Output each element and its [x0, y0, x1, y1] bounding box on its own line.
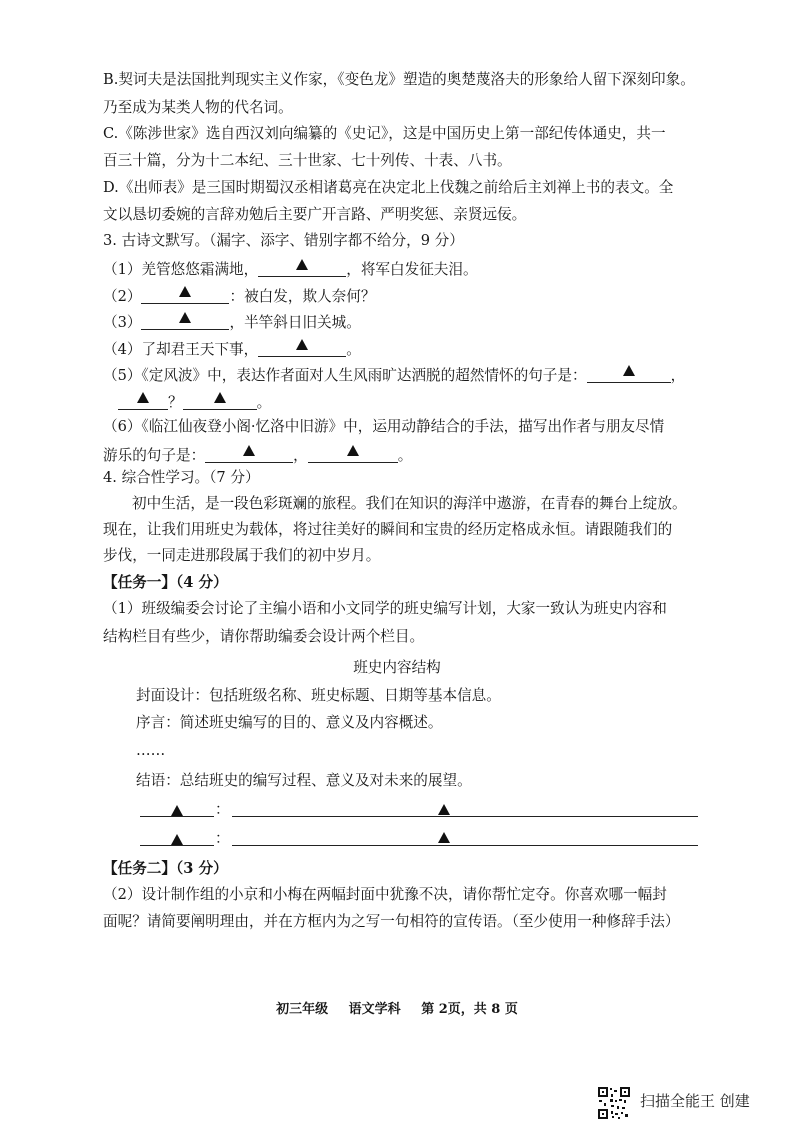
qr-code-icon — [597, 1086, 631, 1120]
footer-subject: 语文学科 — [348, 1002, 401, 1017]
q4-intro-line3: 步伐，一同走进那段属于我们的初中岁月。 — [103, 547, 381, 564]
column-name-blank[interactable] — [140, 816, 214, 817]
option-b-line2: 乃至成为某类人物的代名词。 — [103, 99, 293, 116]
structure-ellipsis: …… — [136, 742, 166, 759]
triangle-marker-icon — [171, 834, 183, 845]
triangle-marker-icon — [243, 445, 255, 456]
footer-page-number: 第 2页，共 8 页 — [421, 1002, 518, 1017]
triangle-marker-icon — [214, 392, 226, 403]
q3-item-1 — [103, 258, 478, 280]
triangle-marker-icon — [438, 804, 450, 815]
q3-item-5-line2 — [118, 391, 271, 413]
q3-item-6-line2 — [103, 444, 412, 466]
triangle-marker-icon — [623, 365, 635, 376]
option-d-line2: 文以恳切委婉的言辞劝勉后主要广开言路、严明奖惩、亲贤远佞。 — [103, 206, 527, 223]
q3-item-3 — [103, 311, 361, 333]
colon: ： — [215, 801, 230, 818]
triangle-marker-icon — [438, 832, 450, 843]
q3-item-3-suffix: ，半竿斜日旧关城。 — [229, 314, 361, 331]
option-b-line1: B.契诃夫是法国批判现实主义作家，《变色龙》塑造的奥楚蔑洛夫的形象给人留下深刻印象。 — [103, 71, 695, 88]
answer-blank[interactable] — [141, 311, 229, 330]
q3-item-6-prefix: 游乐的句子是： — [103, 447, 206, 464]
scanner-brand: 扫描全能王 创建 — [640, 1092, 750, 1110]
q3-item-3-prefix: （3） — [103, 314, 142, 331]
q3-item-2 — [103, 285, 375, 307]
q3-item-5-comma: ， — [670, 367, 686, 384]
option-d-line1: D.《出师表》是三国时期蜀汉丞相诸葛亮在决定北上伐魏之前给后主刘禅上书的表文。全 — [103, 179, 674, 196]
structure-conclusion: 结语：总结班史的编写过程、意义及对未来的展望。 — [136, 772, 472, 789]
q3-item-2-prefix: （2） — [103, 288, 142, 305]
triangle-marker-icon — [179, 286, 191, 297]
task1-question-line2: 结构栏目有些少，请你帮助编委会设计两个栏目。 — [103, 628, 425, 645]
answer-blank[interactable] — [308, 444, 398, 463]
task2-question-line2: 面呢？请简要阐明理由，并在方框内为之写一句相符的宣传语。（至少使用一种修辞手法） — [103, 913, 680, 930]
q3-item-4-prefix: （4）了却君王天下事， — [103, 341, 259, 358]
structure-cover: 封面设计：包括班级名称、班史标题、日期等基本信息。 — [136, 687, 501, 704]
q3-item-4 — [103, 338, 361, 360]
q3-item-5-question: ？ — [168, 394, 183, 411]
column-name-blank[interactable] — [140, 845, 214, 846]
answer-blank[interactable] — [258, 338, 346, 357]
answer-blank[interactable] — [183, 391, 257, 410]
answer-blank[interactable] — [205, 444, 293, 463]
option-c-line2: 百三十篇，分为十二本纪、三十世家、七十列传、十表、八书。 — [103, 152, 512, 169]
q4-intro-line2: 现在，让我们用班史为载体，将过往美好的瞬间和宝贵的经历定格成永恒。请跟随我们的 — [103, 521, 673, 538]
q3-item-1-prefix: （1）羌管悠悠霜满地， — [103, 261, 259, 278]
q3-item-2-suffix: ：被白发，欺人奈何？ — [229, 288, 376, 305]
answer-blank[interactable] — [587, 364, 671, 383]
answer-blank[interactable] — [141, 285, 229, 304]
colon: ： — [215, 830, 230, 847]
q4-intro-line1: 初中生活，是一段色彩斑斓的旅程。我们在知识的海洋中遨游，在青春的舞台上绽放。 — [132, 495, 687, 512]
q3-item-1-suffix: ，将军白发征夫泪。 — [346, 261, 478, 278]
page-footer — [0, 998, 794, 1017]
task1-question-line1: （1）班级编委会讨论了主编小语和小文同学的班史编写计划，大家一致认为班史内容和 — [103, 600, 667, 617]
q3-item-4-suffix: 。 — [346, 341, 361, 358]
q3-item-6-comma: ， — [293, 447, 308, 464]
q3-heading: 3. 古诗文默写。（漏字、添字、错别字都不给分，9 分） — [103, 232, 464, 249]
column-content-blank[interactable] — [232, 845, 698, 846]
answer-blank[interactable] — [118, 391, 168, 410]
footer-grade: 初三年级 — [276, 1002, 329, 1017]
structure-title: 班史内容结构 — [353, 659, 441, 676]
triangle-marker-icon — [296, 339, 308, 350]
task2-question-line1: （2）设计制作组的小京和小梅在两幅封面中犹豫不决，请你帮忙定夺。你喜欢哪一幅封 — [103, 886, 667, 903]
triangle-marker-icon — [179, 312, 191, 323]
q3-item-5-end: 。 — [256, 394, 272, 411]
q3-item-5-text: （5）《定风波》中，表达作者面对人生风雨旷达洒脱的超然情怀的句子是： — [103, 367, 587, 384]
q3-item-6-end: 。 — [397, 447, 413, 464]
triangle-marker-icon — [296, 259, 308, 270]
q3-item-5-line1 — [103, 364, 685, 386]
triangle-marker-icon — [347, 445, 359, 456]
task2-title: 【任务二】（3 分） — [103, 860, 228, 877]
answer-blank[interactable] — [258, 258, 346, 277]
task1-title: 【任务一】（4 分） — [103, 574, 228, 591]
column-content-blank[interactable] — [232, 816, 698, 817]
triangle-marker-icon — [137, 392, 149, 403]
q3-item-6-line1: （6）《临江仙夜登小阁·忆洛中旧游》中，运用动静结合的手法，描写出作者与朋友尽情 — [103, 418, 665, 435]
structure-preface: 序言：简述班史编写的目的、意义及内容概述。 — [136, 714, 443, 731]
option-c-line1: C.《陈涉世家》选自西汉刘向编纂的《史记》，这是中国历史上第一部纪传体通史，共一 — [103, 125, 666, 142]
triangle-marker-icon — [171, 805, 183, 816]
q4-heading: 4. 综合性学习。（7 分） — [103, 469, 260, 486]
